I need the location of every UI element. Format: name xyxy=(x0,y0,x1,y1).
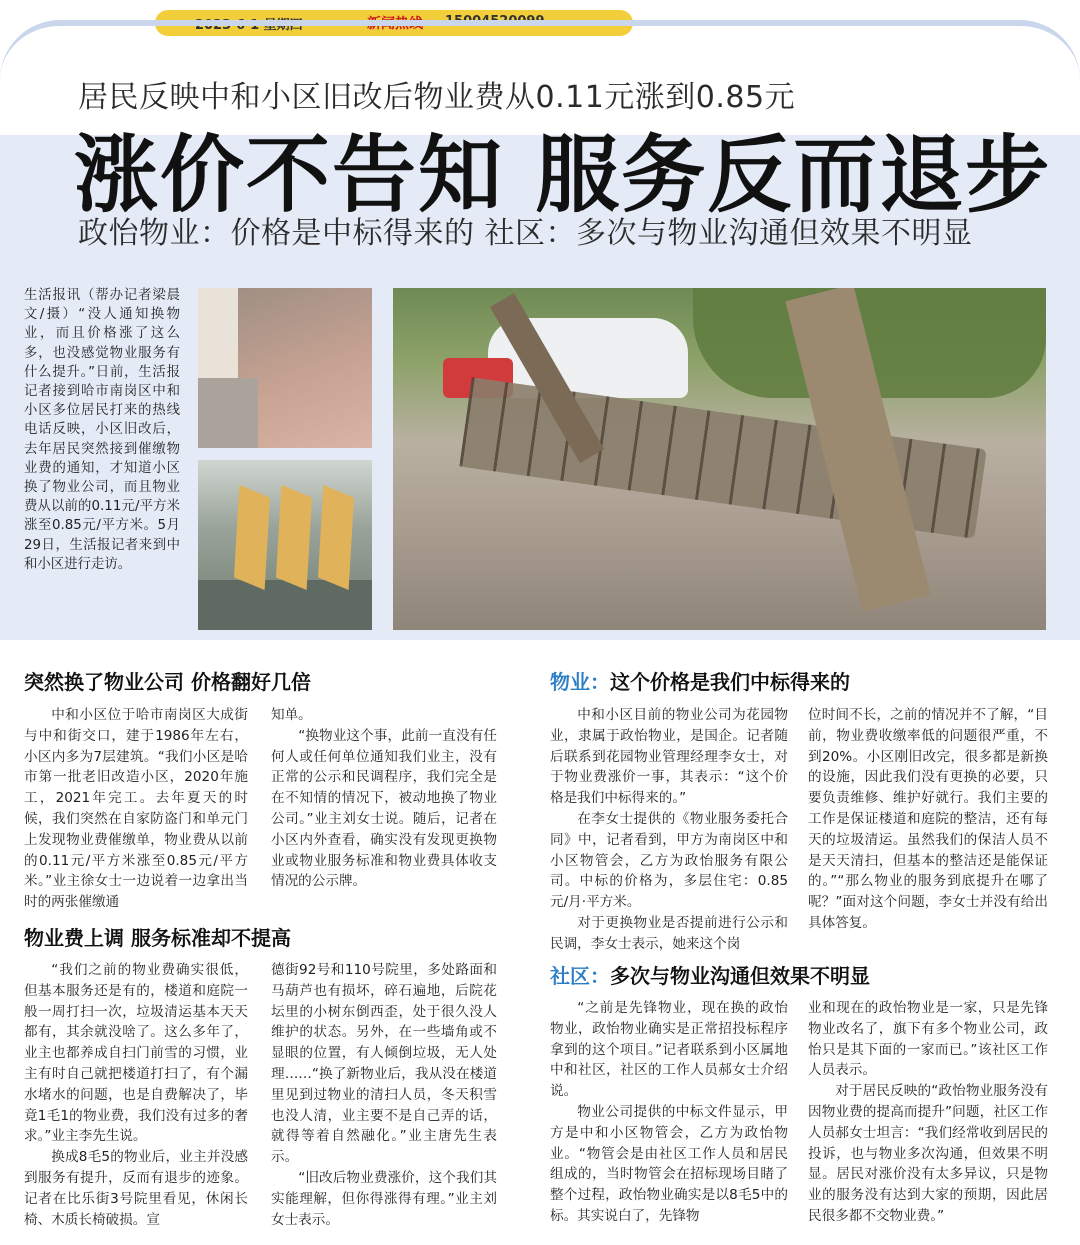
section4-column-1 xyxy=(550,998,788,1227)
section4-column-2 xyxy=(808,998,1048,1227)
section3-title-rest: 这个价格是我们中标得来的 xyxy=(610,670,850,694)
decorative-arc xyxy=(0,20,1080,80)
section4-title xyxy=(550,960,870,989)
kicker-line: 居民反映中和小区旧改后物业费从0.11元涨到0.85元 xyxy=(78,80,796,115)
issue-date: 2023·6·1 星期四 xyxy=(195,18,303,33)
section3-paragraph: 对于更换物业是否提前进行公示和民调，李女士表示，她来这个岗 xyxy=(550,914,788,952)
hotline-number: 15004520099 xyxy=(445,14,545,29)
section2-paragraph: “旧改后物业费涨价，这个我们其实能理解，但你得涨得有理。”业主刘女士表示。 xyxy=(271,1169,497,1228)
hotline-label: 新闻热线 xyxy=(367,16,423,32)
section3-paragraph: 在李女士提供的《物业服务委托合同》中，记者看到，甲方为南岗区中和小区物管会，乙方为政怡服务有限公司。中标的价格为，多层住宅：0.85元/月·平方米。 xyxy=(550,810,788,911)
section3-column-2 xyxy=(808,705,1048,934)
main-headline: 涨价不告知 服务反而退步 xyxy=(74,125,1052,224)
photo-damaged-pavement xyxy=(198,288,372,448)
section1-paragraph: 中和小区位于哈市南岗区大成街与中和街交口，建于1986年左右，小区内多为7层建筑。“我们小区是哈市第一批老旧改造小区，2020年施工，2021年完工。去年夏天的时候，我们突然在自家防盗门和单元门上发现物业费催缴单，物业费从以前的0.11元/平方米涨至0.85元/平方米。”业主徐女士一边说着一边拿出当时的两张催缴通 xyxy=(24,707,248,911)
section3-paragraph: 中和小区目前的物业公司为花园物业，隶属于政怡物业，是国企。记者随后联系到花园物业管理经理李女士，对于物业费涨价一事，其表示：“这个价格是我们中标得来的。” xyxy=(550,707,788,807)
section2-paragraph: “我们之前的物业费确实很低，但基本服务还是有的，楼道和庭院一般一周打扫一次，垃圾清运基本天天都有，其余就没啥了。这么多年了，业主也都养成自扫门前雪的习惯，业主有时自己就把楼道打扫了，有个漏水堵水的问题，也是自费解决了，毕竟1毛1的物业费，我们没有过多的奢求。”业主李先生说。 xyxy=(24,962,248,1145)
section3-title-prefix: 物业： xyxy=(550,670,610,694)
photo-yellow-barriers xyxy=(198,460,372,630)
section1-column-1 xyxy=(24,705,248,913)
intro-paragraph: 生活报讯（帮办记者梁晨文/摄）“没人通知换物业，而且价格涨了这么多，也没感觉物业服务有什么提升。”日前，生活报记者接到哈市南岗区中和小区多位居民打来的热线电话反映，小区旧改后，去年居民突然接到催缴物业费的通知，才知道小区换了物业公司，而且物业费从以前的0.11元/平方米涨至0.85元/平方米。5月29日，生活报记者来到中和小区进行走访。 xyxy=(24,288,180,572)
section2-paragraph: 德街92号和110号院里，多处路面和马葫芦也有损坏，碎石遍地，后院花坛里的小树东倒西歪，处于很久没人维护的状态。另外，在一些墙角或不显眼的位置，有人倾倒垃圾，无人处理……“换了新物业后，我从没在楼道里见到过物业的清扫人员，冬天积雪也没人清，业主要不是自己弄的话，就得等着自然融化。”业主唐先生表示。 xyxy=(271,962,497,1166)
section2-title: 物业费上调 服务标准却不提高 xyxy=(24,926,291,950)
section1-title: 突然换了物业公司 价格翻好几倍 xyxy=(24,670,311,694)
section2-paragraph: 换成8毛5的物业后，业主并没感到服务有提升，反而有退步的迹象。记者在比乐街3号院里看见，休闲长椅、木质长椅破损。宣 xyxy=(24,1149,248,1228)
section3-title xyxy=(550,666,850,695)
section2-column-1 xyxy=(24,960,248,1230)
section1-column-2 xyxy=(271,705,497,892)
photo-broken-bench xyxy=(393,288,1046,630)
section4-paragraph: “之前是先锋物业，现在换的政怡物业，政怡物业确实是正常招投标程序拿到的这个项目。”记者联系到小区属地中和社区，社区的工作人员郝女士介绍说。 xyxy=(550,1000,788,1100)
section1-paragraph: “换物业这个事，此前一直没有任何人或任何单位通知我们业主，没有正常的公示和民调程序，我们完全是在不知情的情况下，被动地换了物业公司。”业主刘女士说。随后，记者在小区内外查看，确实没有发现更换物业或物业服务标准和物业费具体收支情况的公示牌。 xyxy=(271,727,497,890)
section3-paragraph: 位时间不长，之前的情况并不了解，“目前，物业费收缴率低的问题很严重，不到20%。小区刚旧改完，很多都是新换的设施，因此我们没有更换的必要，只要负责维修、维护好就行。我们主要的工作是保证楼道和庭院的整洁，还有每天的垃圾清运。虽然我们的保洁人员不是天天清扫，但基本的整洁还是能保证的。”“那么物业的服务到底提升在哪了呢？”面对这个问题，李女士并没有给出具体答复。 xyxy=(808,707,1048,931)
section4-paragraph: 物业公司提供的中标文件显示，甲方是中和小区物管会，乙方为政怡物业。“物管会是由社区工作人员和居民组成的，当时物管会在招标现场目睹了整个过程，政怡物业确实是以8毛5中的标。其实说白了，先锋物 xyxy=(550,1103,788,1224)
section2-column-2 xyxy=(271,960,497,1230)
subheadline: 政怡物业：价格是中标得来的 社区：多次与物业沟通但效果不明显 xyxy=(78,216,973,251)
section4-title-rest: 多次与物业沟通但效果不明显 xyxy=(610,964,870,988)
section4-paragraph: 业和现在的政怡物业是一家，只是先锋物业改名了，旗下有多个物业公司，政怡只是其下面的一家而已。”该社区工作人员表示。 xyxy=(808,1000,1048,1079)
section4-paragraph: 对于居民反映的“政怡物业服务没有因物业费的提高而提升”问题，社区工作人员郝女士坦言：“我们经常收到居民的投诉，也与物业多次沟通，但效果不明显。居民对涨价没有太多异议，只是物业的服务没有达到大家的预期，因此居民很多都不交物业费。” xyxy=(808,1083,1048,1224)
section1-paragraph: 知单。 xyxy=(271,707,312,723)
section3-column-1 xyxy=(550,705,788,955)
section4-title-prefix: 社区： xyxy=(550,964,610,988)
